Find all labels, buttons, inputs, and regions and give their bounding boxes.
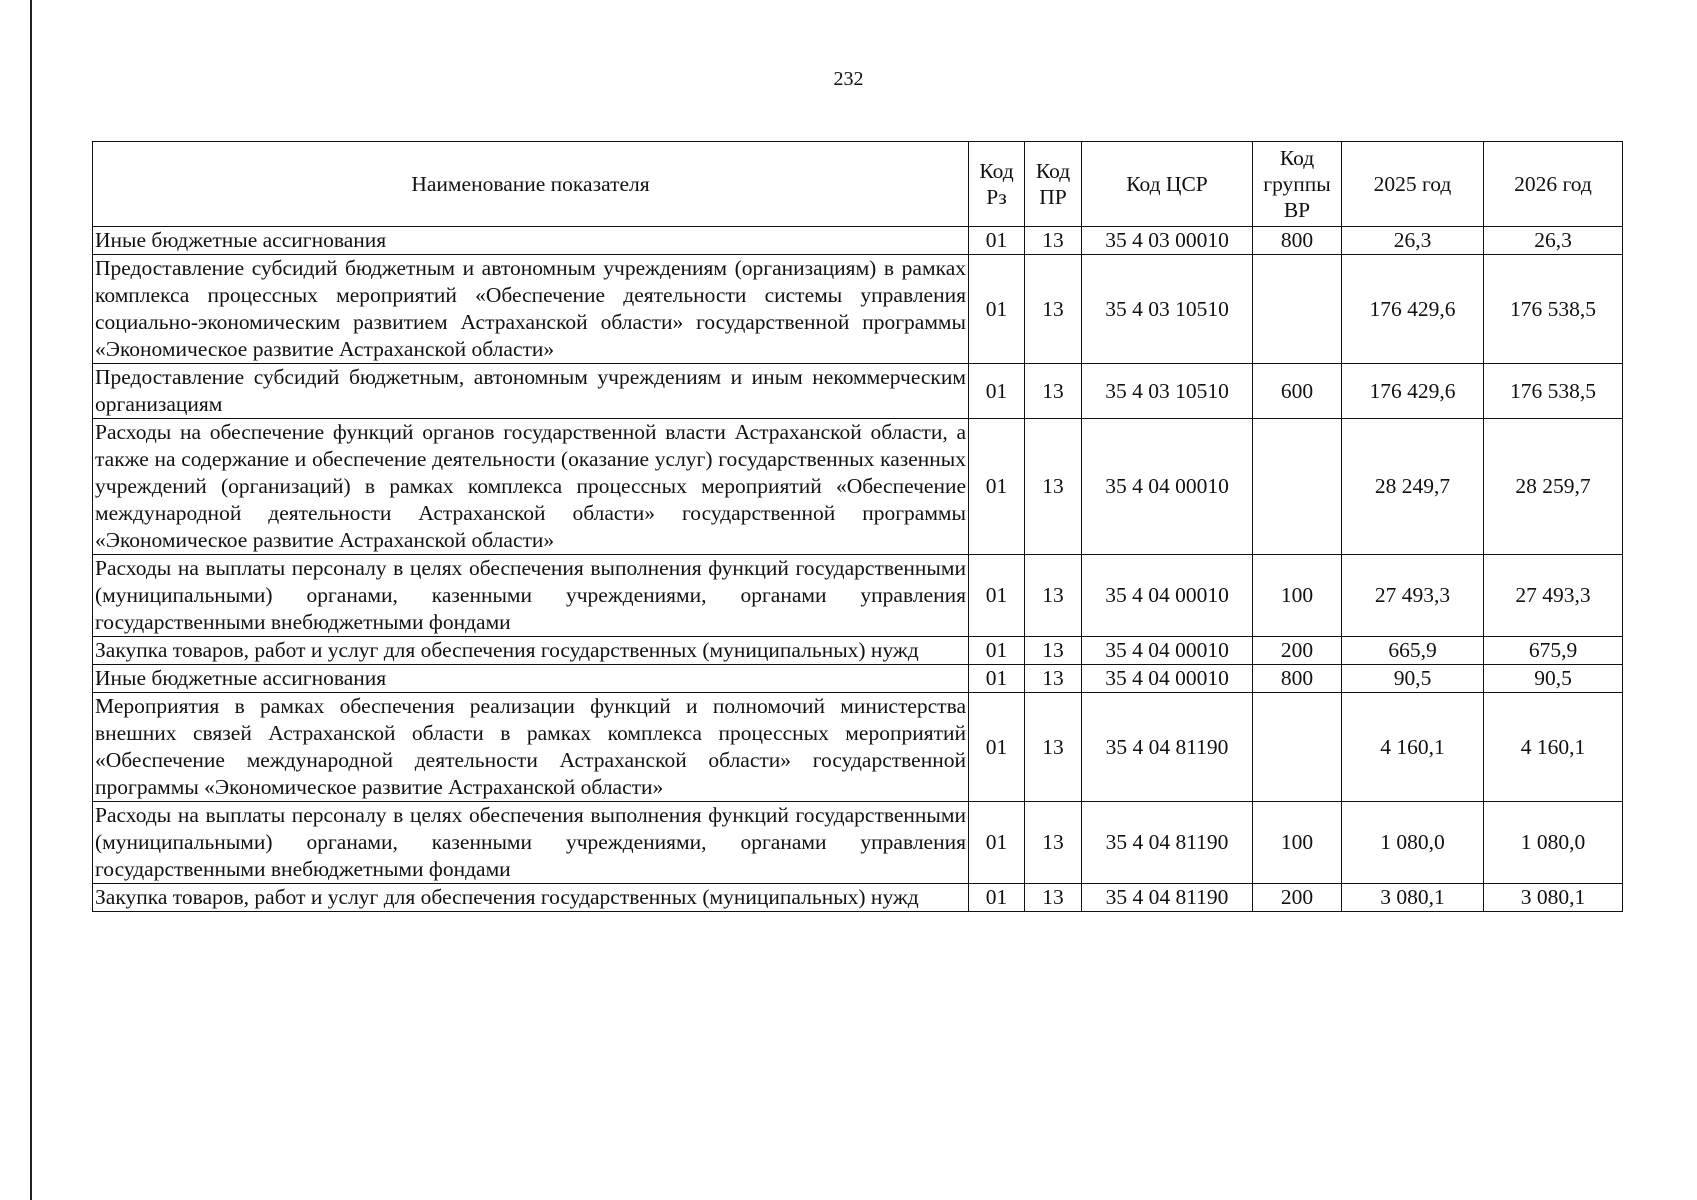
cell-2025: 26,3 bbox=[1342, 227, 1484, 255]
cell-rz: 01 bbox=[969, 693, 1025, 802]
cell-csr: 35 4 03 00010 bbox=[1082, 227, 1253, 255]
cell-rz: 01 bbox=[969, 364, 1025, 419]
header-rz: Код Рз bbox=[969, 142, 1025, 227]
header-2026: 2026 год bbox=[1484, 142, 1623, 227]
table-row bbox=[93, 665, 1623, 693]
cell-vr bbox=[1253, 419, 1342, 555]
cell-rz: 01 bbox=[969, 555, 1025, 637]
cell-name: Расходы на обеспечение функций органов государственной власти Астраханской области, а также на содержание и обеспечение деятельности (оказание услуг) государственных казенных учреждений (организаций) в рамках комплекса процессных мероприятий «Обеспечение международной деятельности Астраханской области» государственной программы «Экономическое развитие Астраханской области» bbox=[93, 419, 969, 555]
cell-2025: 3 080,1 bbox=[1342, 884, 1484, 912]
cell-pr: 13 bbox=[1025, 884, 1082, 912]
table-row bbox=[93, 364, 1623, 419]
cell-vr bbox=[1253, 693, 1342, 802]
table-row bbox=[93, 555, 1623, 637]
cell-pr: 13 bbox=[1025, 665, 1082, 693]
cell-name: Расходы на выплаты персоналу в целях обеспечения выполнения функций государственными (муниципальными) органами, казенными учреждениями, органами управления государственными внебюджетными фондами bbox=[93, 802, 969, 884]
cell-vr: 800 bbox=[1253, 227, 1342, 255]
table-header-row bbox=[93, 142, 1623, 227]
cell-pr: 13 bbox=[1025, 227, 1082, 255]
cell-2026: 4 160,1 bbox=[1484, 693, 1623, 802]
cell-2025: 176 429,6 bbox=[1342, 364, 1484, 419]
cell-name: Расходы на выплаты персоналу в целях обеспечения выполнения функций государственными (муниципальными) органами, казенными учреждениями, органами управления государственными внебюджетными фондами bbox=[93, 555, 969, 637]
cell-rz: 01 bbox=[969, 802, 1025, 884]
cell-csr: 35 4 04 00010 bbox=[1082, 555, 1253, 637]
cell-2026: 27 493,3 bbox=[1484, 555, 1623, 637]
cell-name: Предоставление субсидий бюджетным и автономным учреждениям (организациям) в рамках комплекса процессных мероприятий «Обеспечение деятельности системы управления социально-экономическим развитием Астраханской области» государственной программы «Экономическое развитие Астраханской области» bbox=[93, 255, 969, 364]
cell-pr: 13 bbox=[1025, 419, 1082, 555]
table-row bbox=[93, 637, 1623, 665]
cell-vr: 800 bbox=[1253, 665, 1342, 693]
cell-2026: 28 259,7 bbox=[1484, 419, 1623, 555]
cell-pr: 13 bbox=[1025, 693, 1082, 802]
cell-pr: 13 bbox=[1025, 364, 1082, 419]
table-row bbox=[93, 693, 1623, 802]
cell-2026: 176 538,5 bbox=[1484, 364, 1623, 419]
cell-2026: 1 080,0 bbox=[1484, 802, 1623, 884]
cell-2026: 675,9 bbox=[1484, 637, 1623, 665]
cell-vr: 600 bbox=[1253, 364, 1342, 419]
header-csr: Код ЦСР bbox=[1082, 142, 1253, 227]
table-row bbox=[93, 884, 1623, 912]
page-number: 232 bbox=[833, 68, 864, 90]
cell-rz: 01 bbox=[969, 419, 1025, 555]
cell-csr: 35 4 04 00010 bbox=[1082, 637, 1253, 665]
cell-name: Предоставление субсидий бюджетным, автономным учреждениям и иным некоммерческим организациям bbox=[93, 364, 969, 419]
header-name: Наименование показателя bbox=[93, 142, 969, 227]
cell-2025: 176 429,6 bbox=[1342, 255, 1484, 364]
cell-rz: 01 bbox=[969, 227, 1025, 255]
cell-pr: 13 bbox=[1025, 637, 1082, 665]
header-2025: 2025 год bbox=[1342, 142, 1484, 227]
cell-csr: 35 4 04 00010 bbox=[1082, 665, 1253, 693]
cell-vr: 200 bbox=[1253, 884, 1342, 912]
cell-csr: 35 4 03 10510 bbox=[1082, 364, 1253, 419]
cell-2026: 176 538,5 bbox=[1484, 255, 1623, 364]
cell-rz: 01 bbox=[969, 255, 1025, 364]
cell-name: Иные бюджетные ассигнования bbox=[93, 665, 969, 693]
cell-2025: 28 249,7 bbox=[1342, 419, 1484, 555]
cell-rz: 01 bbox=[969, 884, 1025, 912]
cell-name: Закупка товаров, работ и услуг для обеспечения государственных (муниципальных) нужд bbox=[93, 637, 969, 665]
cell-vr: 200 bbox=[1253, 637, 1342, 665]
cell-csr: 35 4 03 10510 bbox=[1082, 255, 1253, 364]
cell-pr: 13 bbox=[1025, 555, 1082, 637]
cell-pr: 13 bbox=[1025, 255, 1082, 364]
cell-csr: 35 4 04 00010 bbox=[1082, 419, 1253, 555]
cell-vr: 100 bbox=[1253, 555, 1342, 637]
cell-2025: 90,5 bbox=[1342, 665, 1484, 693]
cell-2026: 90,5 bbox=[1484, 665, 1623, 693]
table-row bbox=[93, 227, 1623, 255]
table-row bbox=[93, 255, 1623, 364]
cell-name: Иные бюджетные ассигнования bbox=[93, 227, 969, 255]
cell-name: Закупка товаров, работ и услуг для обеспечения государственных (муниципальных) нужд bbox=[93, 884, 969, 912]
cell-pr: 13 bbox=[1025, 802, 1082, 884]
cell-2026: 26,3 bbox=[1484, 227, 1623, 255]
cell-vr: 100 bbox=[1253, 802, 1342, 884]
budget-table bbox=[92, 141, 1623, 912]
cell-csr: 35 4 04 81190 bbox=[1082, 802, 1253, 884]
cell-rz: 01 bbox=[969, 637, 1025, 665]
cell-csr: 35 4 04 81190 bbox=[1082, 884, 1253, 912]
cell-2026: 3 080,1 bbox=[1484, 884, 1623, 912]
cell-2025: 1 080,0 bbox=[1342, 802, 1484, 884]
table-row bbox=[93, 802, 1623, 884]
cell-name: Мероприятия в рамках обеспечения реализации функций и полномочий министерства внешних связей Астраханской области в рамках комплекса процессных мероприятий «Обеспечение международной деятельности Астраханской области» государственной программы «Экономическое развитие Астраханской области» bbox=[93, 693, 969, 802]
table-row bbox=[93, 419, 1623, 555]
cell-rz: 01 bbox=[969, 665, 1025, 693]
cell-2025: 665,9 bbox=[1342, 637, 1484, 665]
page-binding-line bbox=[30, 0, 32, 1200]
header-pr: Код ПР bbox=[1025, 142, 1082, 227]
cell-vr bbox=[1253, 255, 1342, 364]
cell-2025: 27 493,3 bbox=[1342, 555, 1484, 637]
header-vr: Код группы ВР bbox=[1253, 142, 1342, 227]
cell-csr: 35 4 04 81190 bbox=[1082, 693, 1253, 802]
cell-2025: 4 160,1 bbox=[1342, 693, 1484, 802]
